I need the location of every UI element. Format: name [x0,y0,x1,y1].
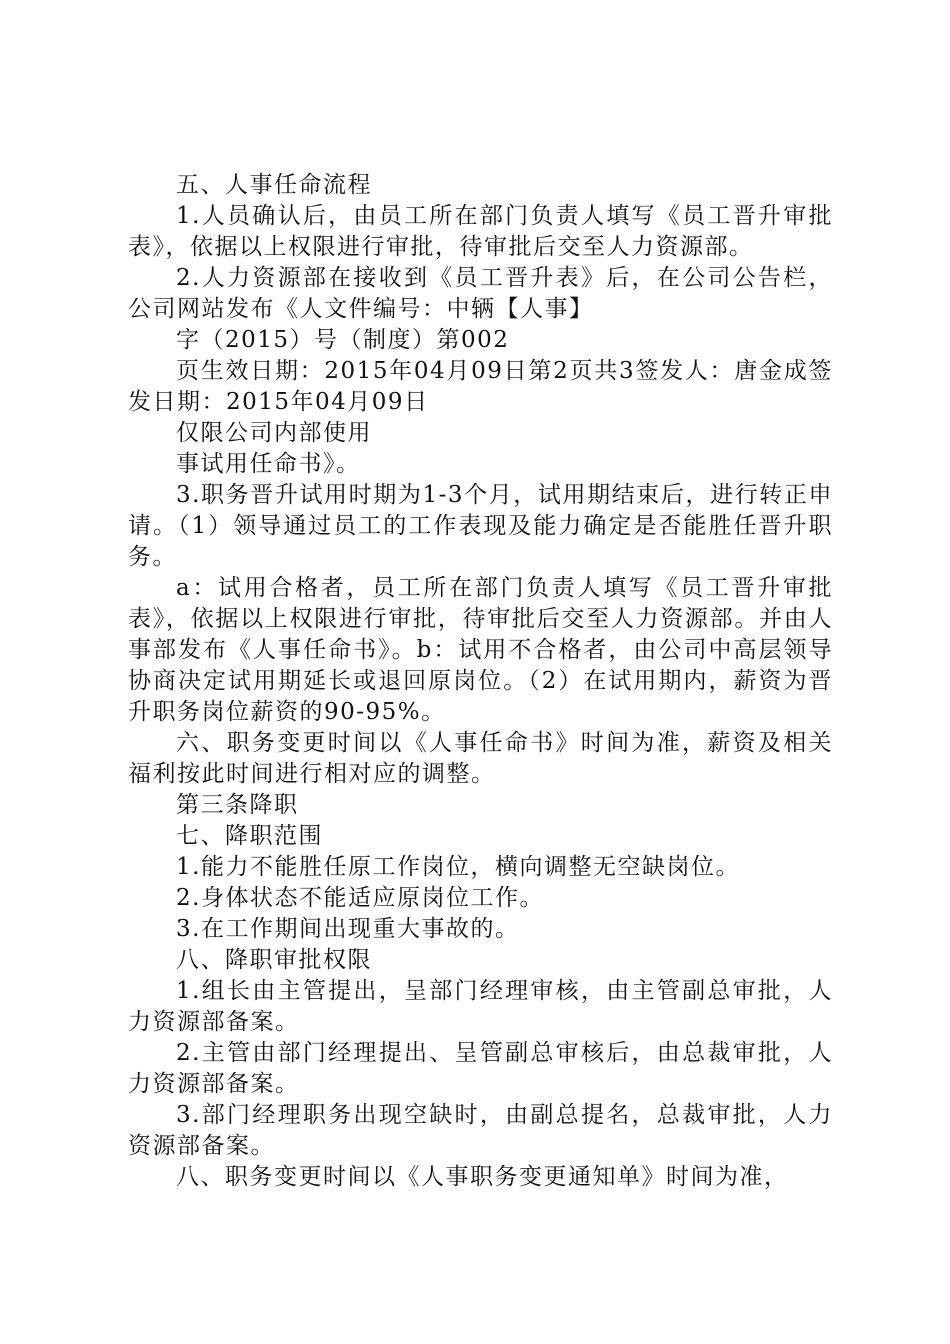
paragraph-probation-result: a：试用合格者，员工所在部门负责人填写《员工晋升审批表》，依据以上权限进行审批，待审批后交至人力资源部。并由人事部发布《人事任命书》。b：试用不合格者，由公司中高层领导协商决定试用期延长或退回原岗位。（2）在试用期内，薪资为晋升职务岗位薪资的90-95%。 [128,575,833,725]
paragraph-effective-date: 页生效日期：2015年04月09日第2页共3签发人：唐金成签发日期：2015年04月09日 [128,358,833,415]
paragraph-item-2: 2.人力资源部在接收到《员工晋升表》后，在公司公告栏，公司网站发布《人文件编号：中辆【人事】 [128,265,833,322]
paragraph-demotion-1: 1.能力不能胜任原工作岗位，横向调整无空缺岗位。 [176,854,740,880]
section-heading-change-time: 六、职务变更时间以《人事任命书》时间为准，薪资及相关福利按此时间进行相对应的调整。 [128,730,833,787]
paragraph-approval-1: 1.组长由主管提出，呈部门经理审核，由主管副总审批，人力资源部备案。 [128,978,833,1035]
section-heading-demotion-approval: 八、降职审批权限 [176,947,372,973]
paragraph-demotion-2: 2.身体状态不能适应原岗位工作。 [176,885,544,911]
paragraph-continuation: 事试用任命书》。 [176,451,361,477]
paragraph-doc-number: 字（2015）号（制度）第002 [176,327,510,353]
paragraph-item-3: 3.职务晋升试用时期为1-3个月，试用期结束后，进行转正申请。（1）领导通过员工的工作表现及能力确定是否能胜任晋升职务。 [128,482,833,570]
paragraph-approval-3: 3.部门经理职务出现空缺时，由副总提名，总裁审批，人力资源部备案。 [128,1102,833,1159]
section-heading-appointment-process: 五、人事任命流程 [176,172,372,198]
article-heading-demotion: 第三条降职 [176,792,299,818]
paragraph-item-1: 1.人员确认后，由员工所在部门负责人填写《员工晋升审批表》，依据以上权限进行审批，待审批后交至人力资源部。 [128,203,833,260]
paragraph-demotion-3: 3.在工作期间出现重大事故的。 [176,916,520,942]
document-body [128,170,833,1193]
paragraph-approval-2: 2.主管由部门经理提出、呈管副总审核后，由总裁审批，人力资源部备案。 [128,1040,833,1097]
section-heading-change-notice: 八、职务变更时间以《人事职务变更通知单》时间为准， [176,1164,789,1190]
paragraph-internal-use: 仅限公司内部使用 [176,420,372,446]
section-heading-demotion-scope: 七、降职范围 [176,823,323,849]
